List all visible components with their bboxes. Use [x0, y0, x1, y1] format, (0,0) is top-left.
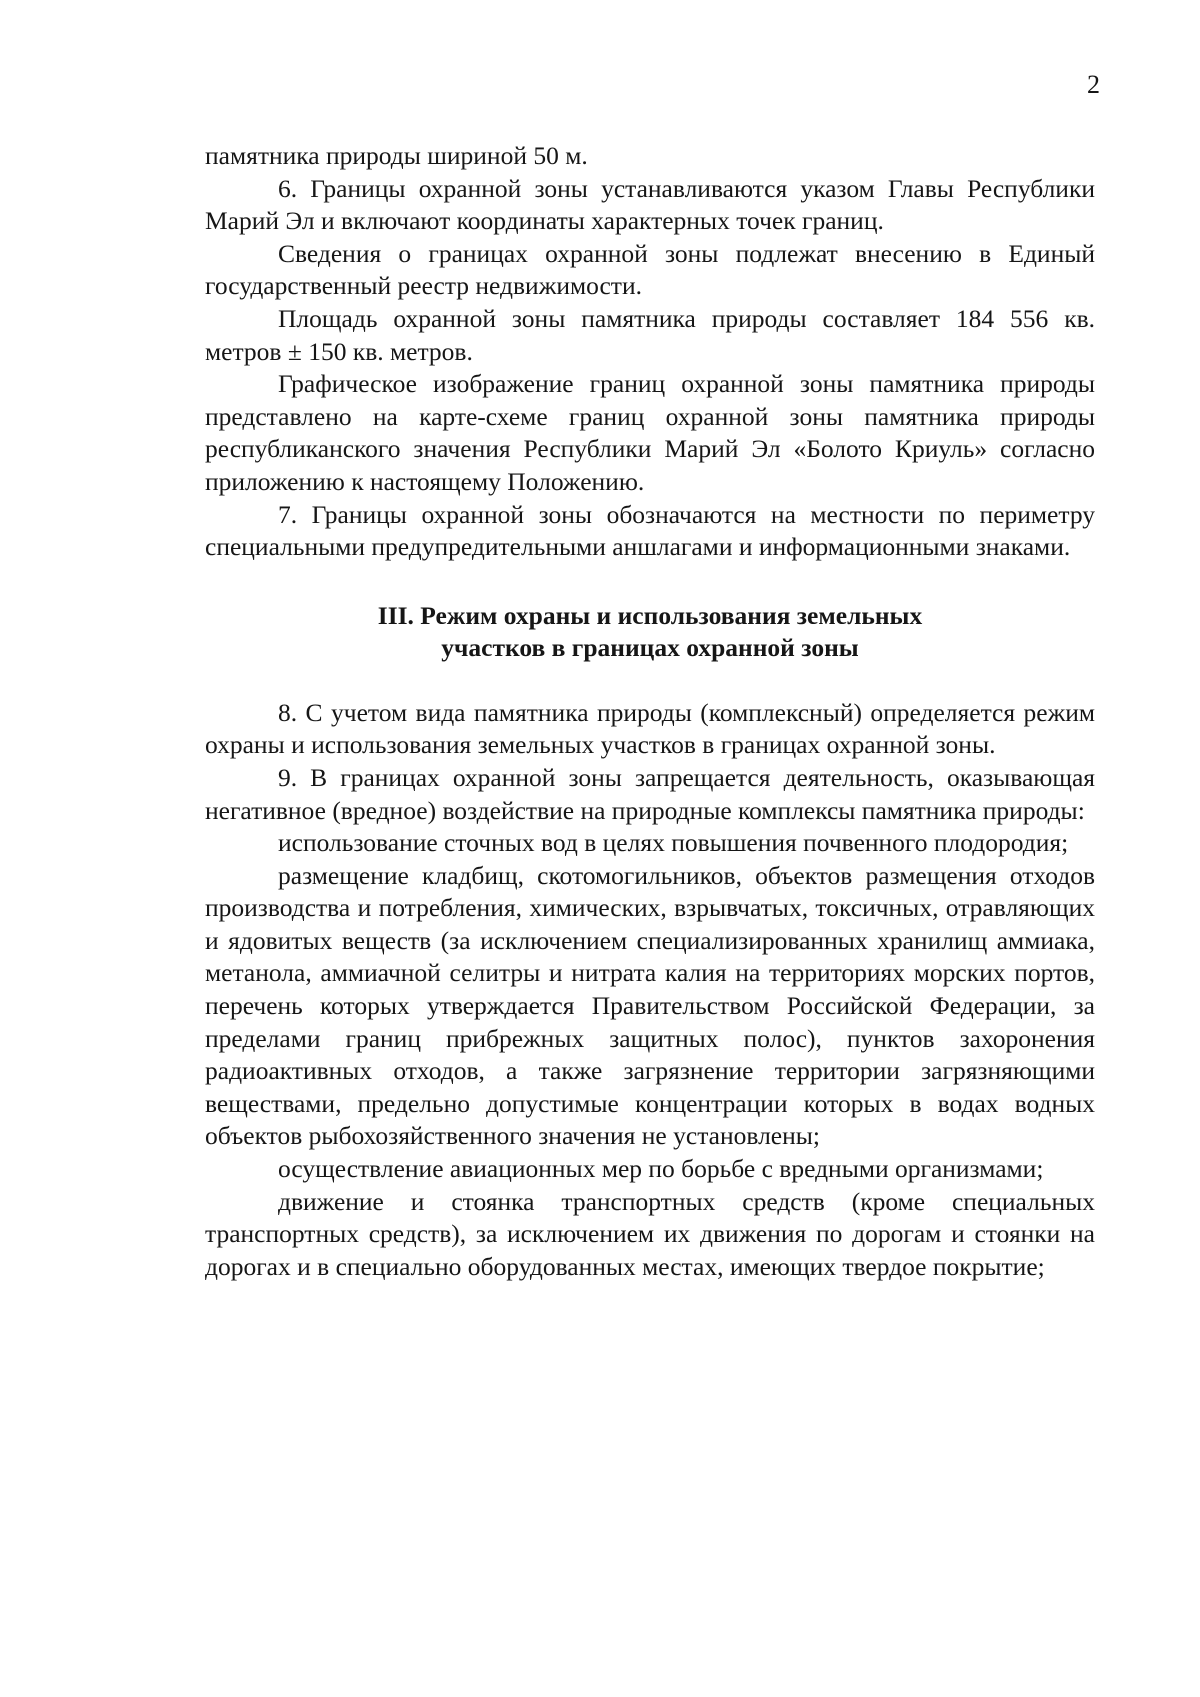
document-body	[205, 140, 1095, 1283]
list-item-wastewater: использование сточных вод в целях повышения почвенного плодородия;	[278, 828, 1069, 858]
paragraph-item-7: 7. Границы охранной зоны обозначаются на местности по периметру специальными предупредительными аншлагами и информационными знаками.	[205, 499, 1095, 562]
section-heading-line-1: III. Режим охраны и использования земельных	[377, 600, 923, 630]
page-number: 2	[1087, 70, 1100, 99]
paragraph-item-9: 9. В границах охранной зоны запрещается деятельность, оказывающая негативное (вредное) воздействие на природные комплексы памятника природы:	[205, 762, 1095, 825]
section-heading-line-2: участков в границах охранной зоны	[441, 632, 859, 662]
paragraph-registry-info: Сведения о границах охранной зоны подлежат внесению в Единый государственный реестр недвижимости.	[205, 238, 1095, 301]
paragraph-continuation: памятника природы шириной 50 м.	[205, 141, 588, 170]
list-item-waste-placement: размещение кладбищ, скотомогильников, объектов размещения отходов производства и потребления, химических, взрывчатых, токсичных, отравляющих и ядовитых веществ (за исключением специализированных хранилищ аммиака, метанола, аммиачной селитры и нитрата калия на территориях морских портов, перечень которых утверждается Правительством Российской Федерации, за пределами границ прибрежных защитных полос), пунктов захоронения радиоактивных отходов, а также загрязнение территории загрязняющими веществами, предельно допустимые концентрации которых в водах водных объектов рыбохозяйственного значения не установлены;	[205, 860, 1095, 1151]
paragraph-zone-area: Площадь охранной зоны памятника природы составляет 184 556 кв. метров ± 150 кв. метров.	[205, 303, 1095, 366]
list-item-vehicle-traffic: движение и стоянка транспортных средств (кроме специальных транспортных средств), за исключением их движения по дорогам и стоянки на дорогах и в специально оборудованных местах, имеющих твердое покрытие;	[205, 1186, 1095, 1281]
section-heading	[205, 600, 1095, 664]
paragraph-graphic-map: Графическое изображение границ охранной зоны памятника природы представлено на карте-схеме границ охранной зоны памятника природы республиканского значения Республики Марий Эл «Болото Криуль» согласно приложению к настоящему Положению.	[205, 369, 1095, 496]
list-item-aviation-measures: осуществление авиационных мер по борьбе с вредными организмами;	[278, 1154, 1044, 1184]
paragraph-item-6: 6. Границы охранной зоны устанавливаются указом Главы Республики Марий Эл и включают координаты характерных точек границ.	[205, 173, 1095, 236]
paragraph-item-8: 8. С учетом вида памятника природы (комплексный) определяется режим охраны и использования земельных участков в границах охранной зоны.	[205, 697, 1095, 760]
